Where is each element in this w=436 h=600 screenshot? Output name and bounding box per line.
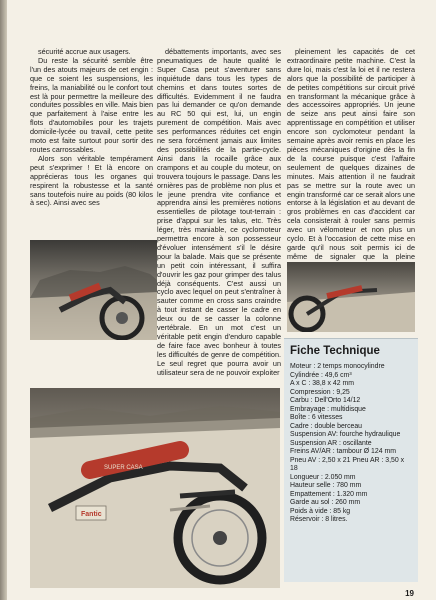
spec-line: Empattement : 1.320 mm (290, 490, 368, 498)
article-column-1 (30, 48, 153, 238)
spec-sheet-title: Fiche Technique (290, 345, 380, 357)
spec-line: Cadre : double berceau (290, 422, 363, 430)
spec-line: Freins AV/AR : tambour Ø 124 mm (290, 448, 396, 455)
spec-line: Garde au sol : 260 mm (290, 499, 361, 506)
spec-line: Cylindrée : 49,6 cm³ (290, 371, 352, 379)
side-panel-label-text: Fantic (81, 511, 102, 518)
article-paragraph: sécurité accrue aux usagers. (38, 48, 131, 56)
motorcycle-photo-small (30, 240, 157, 340)
tank-label-text: SUPER CASA (104, 465, 143, 471)
article-paragraph: Alors son véritable tempérament peut s'exprimer ! Et là encore on apprécieras tous les organes qui respirent la robustesse et la santé sans toutefois nuire au poids (80 kilos à sec). Ainsi avec ses (30, 153, 153, 208)
article-column-2 (157, 48, 281, 382)
spec-line: Longueur : 2.050 mm (290, 473, 356, 481)
spec-line: Suspension AR : oscillante (290, 439, 372, 447)
spec-line: A x C : 38,8 x 42 mm (290, 380, 354, 387)
motorcycle-photo-detail (287, 262, 415, 332)
article-paragraph: Du reste la sécurité semble être l'un des atouts majeurs de cet engin : que ce soient les suspensions, les freins, la maniabilité ou le confort tout est là pour permettre la meilleure des conduites possibles en ville. Mais bien que parfaitement à l'aise entre les flots d'automobiles pour les trajets domicile-lycée ou travail, cette petite moto est faite surtout pour sortir des routes carrossables. (30, 55, 153, 154)
motorcycle-photo-main (30, 388, 280, 588)
page-number: 19 (405, 589, 414, 598)
page-binding-edge (0, 0, 7, 600)
motorcycle-small-illustration (30, 240, 157, 340)
spec-line: Poids à vide : 85 kg (290, 507, 351, 515)
spec-sheet-list (290, 363, 412, 525)
spec-line: Moteur : 2 temps monocylindre (290, 363, 385, 370)
spec-line: Boîte : 6 vitesses (290, 414, 343, 421)
spec-line: Réservoir : 8 litres. (290, 516, 348, 523)
spec-line: Hauteur selle : 780 mm (290, 482, 362, 489)
article-paragraph: pleinement les capacités de cet extraordinaire petite machine. C'est la dure loi, mais c'est la loi et il ne restera alors que la possibilité de participer à de petites compétitions sur circuit privé en transformant la mécanique grâce à des accessoires appropriés. Un jeune de seize ans peut ainsi faire son apprentissage en compétition et utiliser encore son cyclomoteur pendant la semaine après avoir remis en place les pièces mécaniques d'origine dès la fin de la course puisque c'est l'affaire seulement de quelques dizaines de minutes. Mais attention il ne faudrait pas se mettre sur la route avec un engin transformé car ce serait alors une entorse à la législation et au devant de gros problèmes en cas d'accident car cela consisterait à rouler sans permis avec un vélomoteur et non plus un cyclo. Et à l'occasion de cette mise en garde qu'il nous soit permis ici de même de signaler que la pleine (287, 48, 415, 261)
technical-spec-sheet (284, 338, 418, 582)
spec-line: Embrayage : multidisque (290, 405, 366, 413)
motorcycle-detail-illustration (287, 262, 415, 332)
spec-line: Pneu AV : 2,50 x 21 Pneu AR : 3,50 x 18 (290, 456, 405, 472)
article-paragraph: débattements importants, avec ses pneumatiques de haute qualité le Super Casa peut s'aventurer sans inquiétude dans tous les types de chemins et dans toutes sortes de difficultés. Evidemment il ne faudra pas lui demander ce qu'on demande au RC 50 qui est, lui, un engin purement de compétition. Mais avec ses performances réduites cet engin ne sera forcément jamais aux limites des possibilités de la partie-cycle. Ainsi dans la rocaille grâce aux crampons et au couple du moteur, on trouvera toujours le passage. Dans les ornières pas de problème non plus et le jeune prendra vite confiance et apprendra ainsi les premières notions essentielles de pilotage tout-terrain : prise d'appui sur les talus, etc. Très léger, très maniable, ce cyclomoteur permettra encore à son possesseur d'évoluer intensément s'il le désire pour la balade. Mais que se présente un petit coin intéressant, il suffira d'ouvrir les gaz pour grimper des talus déjà conséquents. C'est aussi un cyclo avec lequel on peut s'entraîner à sauter comme en cross sans craindre à tout instant de casser le cadre en deux ou de se casser la colonne vertébrale. En un mot c'est un véritable petit engin d'enduro capable de faire face avec bonheur à toutes les difficultés de genre de compétition. Le seul regret que pourra avoir un utilisateur sera de ne pouvoir exploiter (157, 48, 281, 377)
spec-line: Compression : 9,25 (290, 388, 350, 396)
motorcycle-main-illustration (30, 388, 280, 588)
spec-line: Carbu : Dell'Orto 14/12 (290, 397, 361, 404)
spec-line: Suspension AV: fourche hydraulique (290, 431, 401, 438)
